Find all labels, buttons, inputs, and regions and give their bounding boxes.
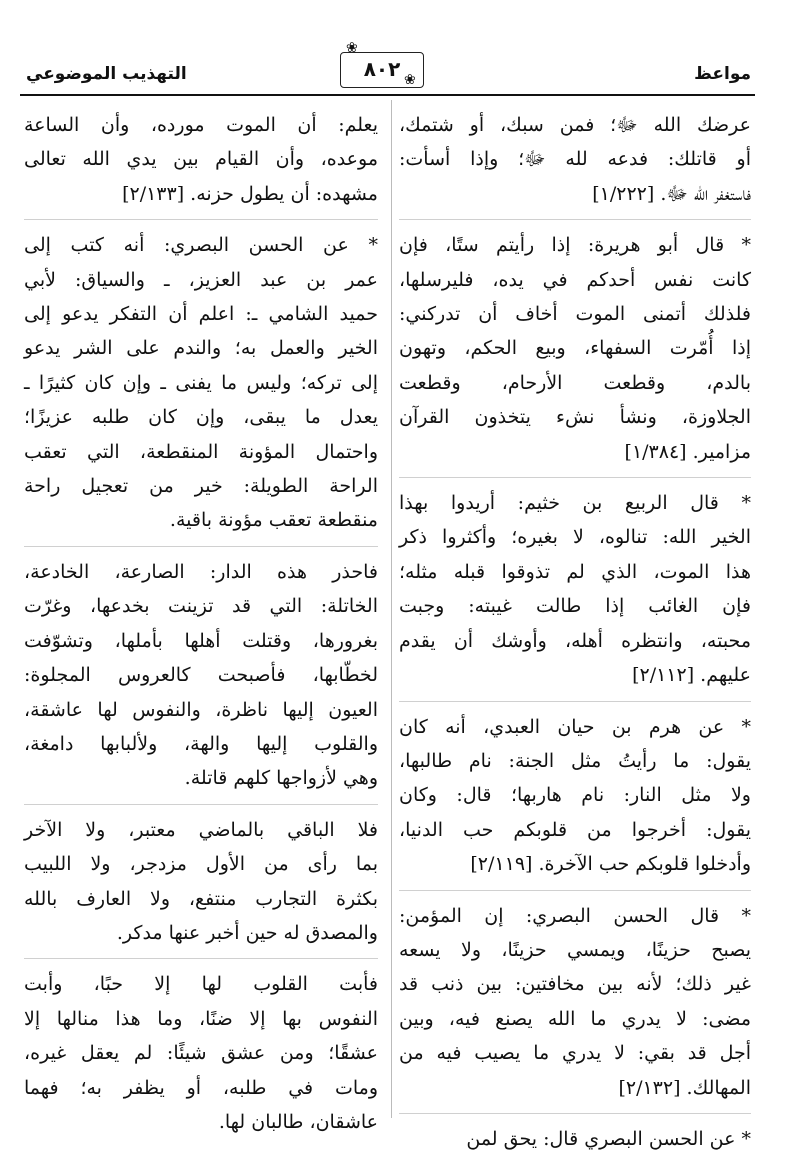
header-rule <box>20 94 755 96</box>
text-line: الجلاوزة، ونشأ نشء يتخذون القرآن <box>399 406 751 429</box>
text-line: فلذلك أتمنى الموت أخاف أن تدركني: <box>399 303 751 326</box>
text-line: هذا الموت، الذي لم تذوقوا قبله مثله؛ <box>399 560 751 583</box>
text-line: واحتمال المؤونة المنقطعة، التي تعقب <box>24 440 378 463</box>
text-line: * قال الحسن البصري: إن المؤمن: <box>399 904 751 927</box>
text-line: * قال الربيع بن خثيم: أريدوا بهذا <box>399 492 751 515</box>
text-line: * عن الحسن البصري قال: يحق لمن <box>466 1127 751 1150</box>
text-line: يقول: أخرجوا من قلوبكم حب الدنيا، <box>399 818 751 841</box>
text-line: إذا أُمّرت السفهاء، وبيع الحكم، وتهون <box>399 337 751 360</box>
paragraph <box>399 710 751 891</box>
text-line: أجل قد بقي: لا يدري ما يصيب فيه من <box>399 1042 751 1065</box>
paragraph <box>399 899 751 1114</box>
text-line: محبته، وانتظره أهله، وأوشك أن يقدم <box>399 629 751 652</box>
text-line: بكثرة التجارب منتفع، ولا العارف بالله <box>24 887 378 910</box>
text-line: مضى: لا يدري ما الله يصنع فيه، وبين <box>399 1007 751 1030</box>
paragraph <box>24 228 378 547</box>
text-line: * عن هرم بن حيان العبدي، أنه كان <box>399 715 751 738</box>
text-line: إلى تركه؛ وليس ما يفنى ـ وإن كان كثيرًا ـ <box>24 371 378 394</box>
text-line: والمصدق له حين أخبر عنها مدكر. <box>116 921 378 944</box>
right-column <box>399 108 751 1162</box>
text-line: ومات في طلبه، أو يظفر به؛ فهما <box>24 1076 378 1099</box>
text-line: النفوس بها إلا ضنًا، وما هذا منالها إلا <box>24 1007 378 1030</box>
text-line: ولا مثل النار: نام هاربها؛ قال: وكان <box>399 784 751 807</box>
text-line: الراحة الطويلة: خير من تعجيل راحة <box>24 475 378 498</box>
text-line: بما رأى من الأول مزدجر، ولا اللبيب <box>24 853 378 876</box>
text-line: منقطعة تعقب مؤونة باقية. <box>169 509 378 532</box>
paragraph <box>399 228 751 478</box>
text-line: حميد الشامي ـ: اعلم أن التفكر يدعو إلى <box>24 303 378 326</box>
text-line: والقلوب إليها والهة، ولألبابها دامغة، <box>24 732 378 755</box>
text-line: عاشقان، طالبان لها. <box>218 1110 378 1133</box>
text-line: وأدخلوا قلوبكم حب الآخرة. [٢/١١٩] <box>470 853 751 876</box>
text-line: بغرورها، وقتلت أهلها بأملها، وتشوّفت <box>24 629 378 652</box>
paragraph <box>24 967 378 1145</box>
text-line: العيون إليها ناظرة، والنفوس لها عاشقة، <box>24 698 378 721</box>
text-line: الخير والعمل به؛ والندم على الشر يدعو <box>24 337 378 360</box>
text-line: بالدم، وقطعت الأرحام، وقطعت <box>399 371 751 394</box>
text-line: موعده، وأن القيام بين يدي الله تعالى <box>24 148 378 171</box>
text-line: عشقًا؛ ومن عشق شيئًا: لم يعقل غيره، <box>24 1042 378 1065</box>
text-line: يقول: ما رأيتُ مثل الجنة: نام طالبها، <box>399 749 751 772</box>
text-line: كانت نفس أحدكم في يده، فليرسلها، <box>399 268 751 291</box>
text-line: فإن الغائب إذا طالت غيبته: وجبت <box>399 595 751 618</box>
paragraph <box>24 108 378 220</box>
left-column <box>24 108 378 1145</box>
paragraph <box>24 813 378 960</box>
text-line: عليهم. [٢/١١٢] <box>632 664 751 687</box>
text-line: فأبت القلوب لها إلا حبًا، وأبت <box>24 973 378 996</box>
text-line: غير ذلك؛ لأنه بين مخافتين: بين ذنب قد <box>399 973 751 996</box>
text-line: المهالك. [٢/١٣٢] <box>618 1076 751 1099</box>
paragraph <box>24 555 378 805</box>
paragraph <box>399 486 751 701</box>
text-line: وهي لأزواجها كلهم قاتلة. <box>184 767 378 790</box>
paragraph <box>399 108 751 220</box>
text-line: الخاتلة: التي قد تزينت بخدعها، وغرّت <box>24 595 378 618</box>
ornament-icon: ❀ <box>404 72 416 88</box>
text-line: مشهده: أن يطول حزنه. [٢/١٣٣] <box>122 182 378 205</box>
text-line: الخير الله: تنالوه، لا بغيره؛ وأكثروا ذكر <box>399 526 751 549</box>
text-line: فاستغفر الله ﷻ. [١/٢٢٢] <box>592 182 751 205</box>
text-line: يعدل ما يبقى، وإن كان طلبه عزيزًا؛ <box>24 406 378 429</box>
text-line: * قال أبو هريرة: إذا رأيتم ستًا، فإن <box>399 234 751 257</box>
text-line: لخطّابها، فأصبحت كالعروس المجلوة: <box>24 664 378 687</box>
text-line: يعلم: أن الموت مورده، وأن الساعة <box>24 114 378 136</box>
section-title: مواعظ <box>694 64 751 84</box>
text-line: عمر بن عبد العزيز، ـ والسياق: لأبي <box>24 268 378 291</box>
text-line: * عن الحسن البصري: أنه كتب إلى <box>24 234 378 257</box>
book-title: التهذيب الموضوعي <box>26 64 187 84</box>
text-line: يصبح حزينًا، ويمسي حزينًا، ولا يسعه <box>399 938 751 961</box>
ornament-icon: ❀ <box>346 40 358 56</box>
text-line: مزامير. [١/٣٨٤] <box>624 440 751 463</box>
column-divider <box>391 100 392 1118</box>
text-line: عرضك الله ﷻ؛ فمن سبك، أو شتمك، <box>399 114 751 136</box>
text-line: فاحذر هذه الدار: الصارعة، الخادعة، <box>24 560 378 583</box>
text-line: فلا الباقي بالماضي معتبر، ولا الآخر <box>24 818 378 841</box>
page-number: ٨٠٢ <box>340 52 424 88</box>
text-line: أو قاتلك: فدعه لله ﷻ؛ وإذا أسأت: <box>399 148 751 171</box>
